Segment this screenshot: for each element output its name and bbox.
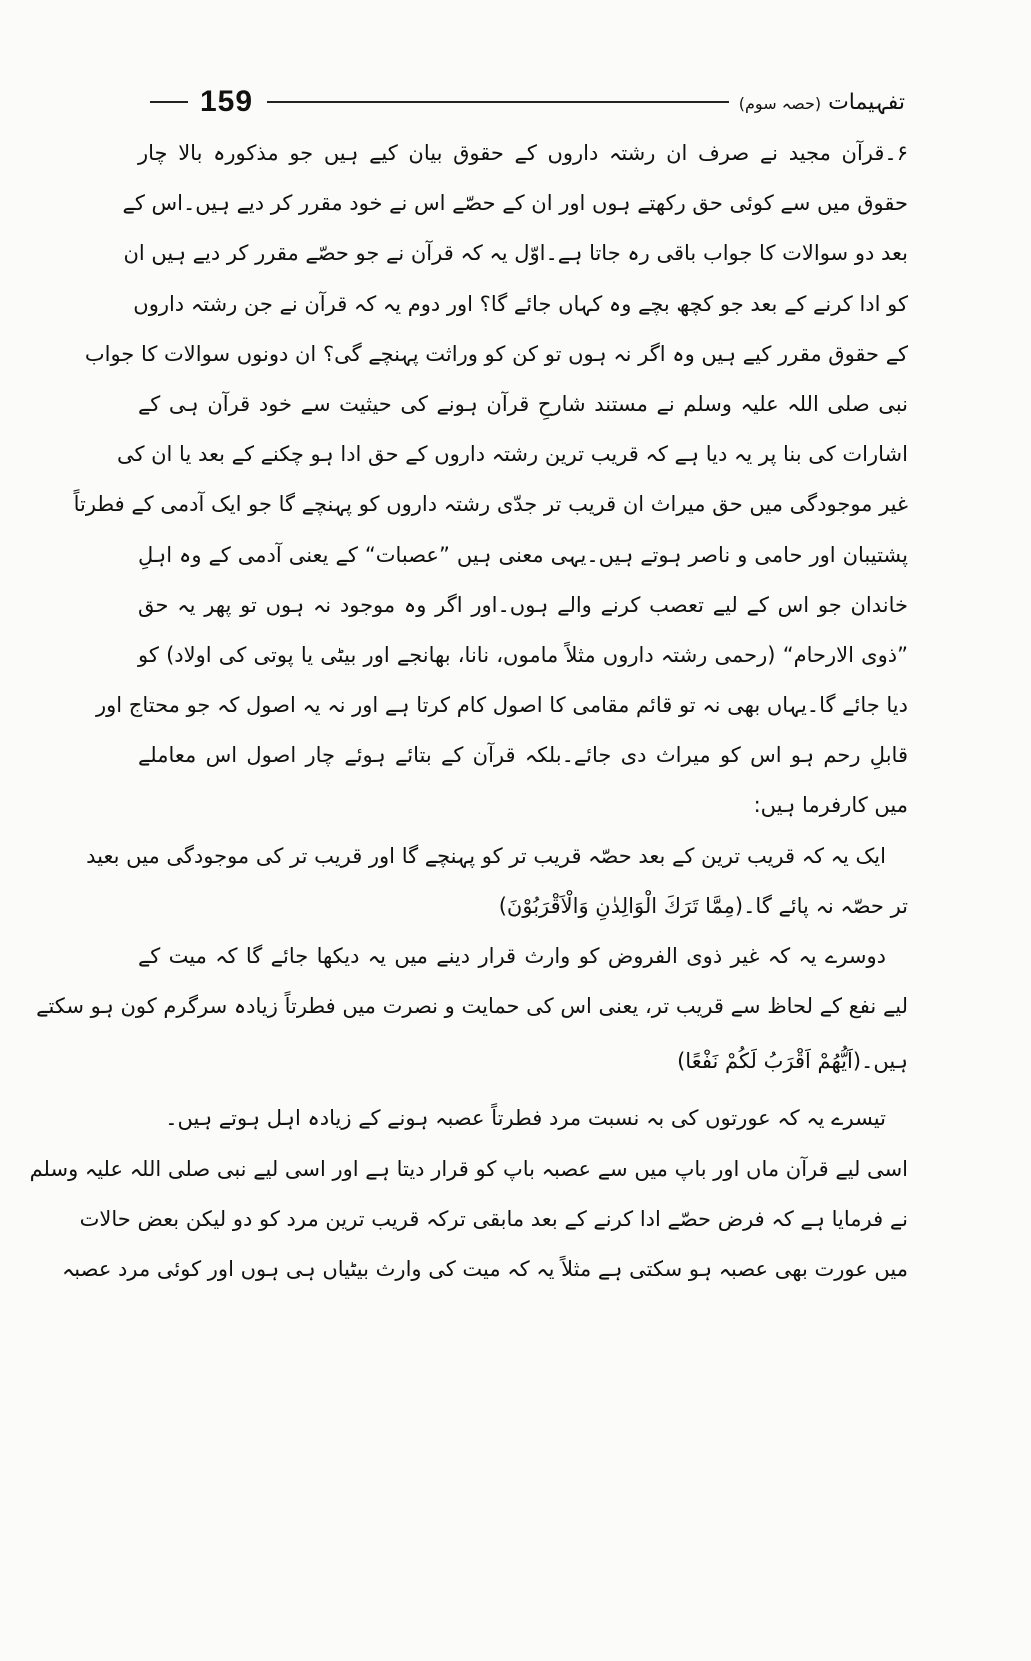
principle-one-line: ایک یہ کہ قریب ترین کے بعد حصّہ قریب تر کو پہنچے گا اور قریب تر کی موجودگی میں بعید	[86, 843, 886, 868]
text-line: اشارات کی بنا پر یہ دیا ہے کہ قریب ترین رشتہ داروں کے حق ادا ہو چکنے کے بعد یا ان کی	[116, 442, 908, 467]
text-line: غیر موجودگی میں حق میراث ان قریب تر جدّی رشتہ داروں کو پہنچے گا جو ایک آدمی کے فطرتاً	[73, 492, 908, 517]
text-line: پشتیبان اور حامی و ناصر ہوتے ہیں۔یہی معنی ہیں ”عصبات“ کے یعنی آدمی کے وہ اہلِ	[138, 542, 908, 567]
page-header	[150, 82, 905, 122]
text-line: میں کارفرما ہیں:	[753, 793, 908, 818]
text-line: ۶۔قرآن مجید نے صرف ان رشتہ داروں کے حقوق بیان کیے ہیں جو مذکورہ بالا چار	[138, 141, 908, 165]
header-rule	[267, 101, 729, 103]
text-line: حقوق میں سے کوئی حق رکھتے ہوں اور ان کے حصّے اس نے خود مقرر کر دیے ہیں۔اس کے	[122, 191, 908, 216]
text-line: کو ادا کرنے کے بعد جو کچھ بچے وہ کہاں جائے گا؟ اور دوم یہ کہ قرآن نے جن رشتہ داروں	[133, 291, 908, 316]
principle-one-ayah-line: تر حصّہ نہ پائے گا۔(مِمَّا تَرَكَ الْوَالِدٰنِ وَالْاَقْرَبُوْنَ)	[498, 893, 908, 918]
principle-two-ayah-line: ہیں۔(اَيُّهُمْ اَقْرَبُ لَكُمْ نَفْعًا)	[677, 1049, 908, 1074]
text-line: کے حقوق مقرر کیے ہیں وہ اگر نہ ہوں تو کن کو وراثت پہنچے گی؟ ان دونوں سوالات کا جواب	[84, 341, 908, 366]
text-line: ”ذوی الارحام“ (رحمی رشتہ داروں مثلاً ماموں، نانا، بھانجے اور بیٹی یا پوتی کی اولاد) کو	[138, 642, 908, 667]
book-title: تفہیمات	[828, 89, 905, 115]
text-line: دیا جائے گا۔یہاں بھی نہ تو قائم مقامی کا اصول کام کرتا ہے اور نہ یہ اصول کہ جو محتاج اور	[96, 693, 908, 718]
section-label: (حصہ سوم)	[738, 93, 822, 113]
text-line: نے فرمایا ہے کہ فرض حصّے ادا کرنے کے بعد مابقی ترکہ قریب ترین مرد کو دو لیکن بعض حالات	[79, 1206, 908, 1231]
text-line: اسی لیے قرآن ماں اور باپ میں سے عصبہ باپ کو قرار دیتا ہے اور اسی لیے نبی صلی اللہ علیہ وسلم	[29, 1156, 908, 1181]
page-number: 159	[200, 85, 254, 118]
text-line: لیے نفع کے لحاظ سے قریب تر، یعنی اس کی حمایت و نصرت میں فطرتاً زیادہ سرگرم کون ہو سکتے	[36, 994, 908, 1019]
text-line: قابلِ رحم ہو اس کو میراث دی جائے۔بلکہ قرآن کے بتائے ہوئے چار اصول اس معاملے	[138, 743, 908, 768]
text-line: میں عورت بھی عصبہ ہو سکتی ہے مثلاً یہ کہ میت کی وارث بیٹیاں ہی ہوں اور کوئی مرد عصبہ	[62, 1256, 908, 1281]
principle-three-line: تیسرے یہ کہ عورتوں کی بہ نسبت مرد فطرتاً عصبہ ہونے کے زیادہ اہل ہوتے ہیں۔	[165, 1106, 886, 1131]
principle-two-line: دوسرے یہ کہ غیر ذوی الفروض کو وارث قرار دینے میں یہ دیکھا جائے گا کہ میت کے	[138, 944, 886, 968]
text-line: نبی صلی اللہ علیہ وسلم نے مستند شارحِ قرآن ہونے کی حیثیت سے خود قرآن ہی کے	[138, 391, 908, 416]
body-text	[29, 128, 908, 1294]
text-line: خاندان جو اس کے لیے تعصب کرنے والے ہوں۔اور اگر وہ موجود نہ ہوں تو پھر یہ حق	[138, 592, 908, 617]
text-line: بعد دو سوالات کا جواب باقی رہ جاتا ہے۔اوّل یہ کہ قرآن نے جو حصّے مقرر کر دیے ہیں ان	[123, 241, 908, 266]
header-rule-left	[150, 101, 188, 103]
running-title	[739, 90, 905, 115]
